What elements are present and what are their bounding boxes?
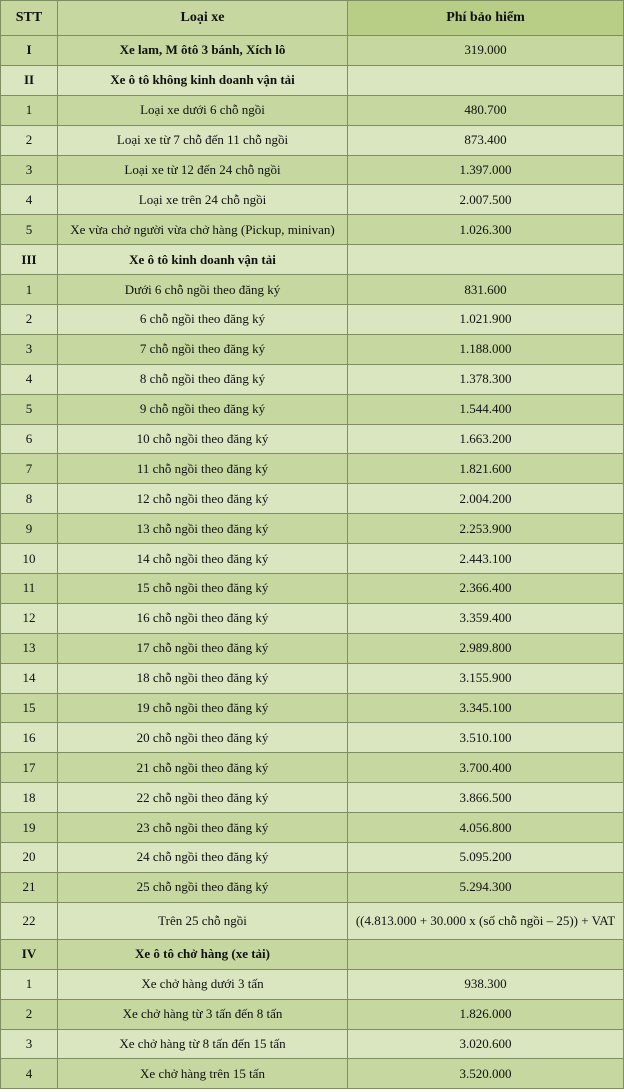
cell-insurance-fee: 1.397.000 bbox=[348, 155, 624, 185]
cell-vehicle-type: Xe chở hàng trên 15 tấn bbox=[58, 1059, 348, 1089]
table-row bbox=[1, 633, 624, 663]
cell-vehicle-type: 23 chỗ ngồi theo đăng ký bbox=[58, 813, 348, 843]
cell-stt: 21 bbox=[1, 872, 58, 902]
cell-vehicle-type: Xe ô tô chở hàng (xe tải) bbox=[58, 939, 348, 969]
cell-stt: 4 bbox=[1, 364, 58, 394]
cell-vehicle-type: 22 chỗ ngồi theo đăng ký bbox=[58, 783, 348, 813]
cell-stt: 13 bbox=[1, 633, 58, 663]
cell-insurance-fee: 3.359.400 bbox=[348, 603, 624, 633]
cell-stt: 10 bbox=[1, 544, 58, 574]
cell-insurance-fee: 1.544.400 bbox=[348, 394, 624, 424]
cell-vehicle-type: Xe chở hàng từ 8 tấn đến 15 tấn bbox=[58, 1029, 348, 1059]
table-row bbox=[1, 783, 624, 813]
cell-stt: 2 bbox=[1, 305, 58, 335]
cell-vehicle-type: Dưới 6 chỗ ngồi theo đăng ký bbox=[58, 275, 348, 305]
cell-vehicle-type: Xe ô tô không kinh doanh vận tải bbox=[58, 65, 348, 95]
cell-insurance-fee: 831.600 bbox=[348, 275, 624, 305]
cell-insurance-fee: 4.056.800 bbox=[348, 813, 624, 843]
table-row bbox=[1, 95, 624, 125]
cell-stt: 1 bbox=[1, 275, 58, 305]
header-row bbox=[1, 1, 624, 36]
cell-insurance-fee: 5.294.300 bbox=[348, 872, 624, 902]
cell-vehicle-type: Xe lam, M ôtô 3 bánh, Xích lô bbox=[58, 36, 348, 66]
cell-vehicle-type: 24 chỗ ngồi theo đăng ký bbox=[58, 843, 348, 873]
table-row bbox=[1, 1059, 624, 1089]
cell-insurance-fee: 5.095.200 bbox=[348, 843, 624, 873]
cell-insurance-fee: 873.400 bbox=[348, 125, 624, 155]
cell-insurance-fee: 480.700 bbox=[348, 95, 624, 125]
cell-insurance-fee: 1.378.300 bbox=[348, 364, 624, 394]
table-row bbox=[1, 364, 624, 394]
table-row bbox=[1, 723, 624, 753]
cell-stt: I bbox=[1, 36, 58, 66]
cell-stt: 4 bbox=[1, 185, 58, 215]
section-row bbox=[1, 65, 624, 95]
cell-insurance-fee: 1.821.600 bbox=[348, 454, 624, 484]
cell-vehicle-type: Xe chở hàng dưới 3 tấn bbox=[58, 969, 348, 999]
section-row bbox=[1, 245, 624, 275]
table-row bbox=[1, 872, 624, 902]
table-row bbox=[1, 603, 624, 633]
cell-stt: 1 bbox=[1, 95, 58, 125]
cell-stt: 11 bbox=[1, 574, 58, 604]
table-header bbox=[1, 1, 624, 36]
cell-vehicle-type: 10 chỗ ngồi theo đăng ký bbox=[58, 424, 348, 454]
cell-stt: 6 bbox=[1, 424, 58, 454]
cell-vehicle-type: 9 chỗ ngồi theo đăng ký bbox=[58, 394, 348, 424]
cell-insurance-fee: 2.989.800 bbox=[348, 633, 624, 663]
cell-vehicle-type: Loại xe trên 24 chỗ ngồi bbox=[58, 185, 348, 215]
cell-vehicle-type: 17 chỗ ngồi theo đăng ký bbox=[58, 633, 348, 663]
cell-stt: 7 bbox=[1, 454, 58, 484]
cell-vehicle-type: 19 chỗ ngồi theo đăng ký bbox=[58, 693, 348, 723]
cell-vehicle-type: 13 chỗ ngồi theo đăng ký bbox=[58, 514, 348, 544]
cell-insurance-fee: 3.020.600 bbox=[348, 1029, 624, 1059]
table-row bbox=[1, 125, 624, 155]
table-row bbox=[1, 1029, 624, 1059]
table-body bbox=[1, 36, 624, 1089]
cell-insurance-fee bbox=[348, 245, 624, 275]
cell-stt: 2 bbox=[1, 125, 58, 155]
cell-insurance-fee: 3.155.900 bbox=[348, 663, 624, 693]
cell-stt: 16 bbox=[1, 723, 58, 753]
cell-vehicle-type: Trên 25 chỗ ngồi bbox=[58, 902, 348, 939]
cell-vehicle-type: Loại xe từ 7 chỗ đến 11 chỗ ngồi bbox=[58, 125, 348, 155]
cell-vehicle-type: 14 chỗ ngồi theo đăng ký bbox=[58, 544, 348, 574]
cell-vehicle-type: 8 chỗ ngồi theo đăng ký bbox=[58, 364, 348, 394]
cell-vehicle-type: Xe vừa chở người vừa chở hàng (Pickup, minivan) bbox=[58, 215, 348, 245]
table-row bbox=[1, 155, 624, 185]
cell-insurance-fee: 3.700.400 bbox=[348, 753, 624, 783]
cell-insurance-fee: 3.866.500 bbox=[348, 783, 624, 813]
cell-vehicle-type: 11 chỗ ngồi theo đăng ký bbox=[58, 454, 348, 484]
cell-insurance-fee: 3.520.000 bbox=[348, 1059, 624, 1089]
table-row bbox=[1, 843, 624, 873]
cell-insurance-fee: 319.000 bbox=[348, 36, 624, 66]
cell-stt: 3 bbox=[1, 1029, 58, 1059]
cell-insurance-fee: 2.007.500 bbox=[348, 185, 624, 215]
cell-stt: 5 bbox=[1, 394, 58, 424]
cell-stt: 2 bbox=[1, 999, 58, 1029]
cell-insurance-fee: 2.253.900 bbox=[348, 514, 624, 544]
cell-vehicle-type: 15 chỗ ngồi theo đăng ký bbox=[58, 574, 348, 604]
cell-vehicle-type: Loại xe dưới 6 chỗ ngồi bbox=[58, 95, 348, 125]
cell-stt: III bbox=[1, 245, 58, 275]
table-row bbox=[1, 813, 624, 843]
cell-insurance-fee: 938.300 bbox=[348, 969, 624, 999]
cell-stt: 15 bbox=[1, 693, 58, 723]
cell-stt: 5 bbox=[1, 215, 58, 245]
cell-vehicle-type: 7 chỗ ngồi theo đăng ký bbox=[58, 334, 348, 364]
table-row bbox=[1, 275, 624, 305]
cell-stt: 18 bbox=[1, 783, 58, 813]
cell-vehicle-type: 18 chỗ ngồi theo đăng ký bbox=[58, 663, 348, 693]
table-row bbox=[1, 693, 624, 723]
cell-stt: 3 bbox=[1, 334, 58, 364]
section-row bbox=[1, 36, 624, 66]
cell-insurance-fee bbox=[348, 65, 624, 95]
cell-vehicle-type: Xe chở hàng từ 3 tấn đến 8 tấn bbox=[58, 999, 348, 1029]
cell-insurance-fee: 1.021.900 bbox=[348, 305, 624, 335]
table-row bbox=[1, 514, 624, 544]
header-vehicle-type: Loại xe bbox=[58, 1, 348, 36]
table-row bbox=[1, 394, 624, 424]
table-row bbox=[1, 484, 624, 514]
cell-stt: 17 bbox=[1, 753, 58, 783]
cell-insurance-fee: 1.826.000 bbox=[348, 999, 624, 1029]
cell-insurance-fee: 2.443.100 bbox=[348, 544, 624, 574]
cell-stt: II bbox=[1, 65, 58, 95]
cell-insurance-fee: 1.663.200 bbox=[348, 424, 624, 454]
table-row bbox=[1, 424, 624, 454]
cell-vehicle-type: 16 chỗ ngồi theo đăng ký bbox=[58, 603, 348, 633]
table-row bbox=[1, 544, 624, 574]
cell-vehicle-type: 20 chỗ ngồi theo đăng ký bbox=[58, 723, 348, 753]
table-row bbox=[1, 454, 624, 484]
cell-stt: 20 bbox=[1, 843, 58, 873]
cell-stt: IV bbox=[1, 939, 58, 969]
cell-insurance-fee: 3.510.100 bbox=[348, 723, 624, 753]
cell-vehicle-type: Xe ô tô kinh doanh vận tải bbox=[58, 245, 348, 275]
table-row bbox=[1, 215, 624, 245]
table-row bbox=[1, 663, 624, 693]
cell-insurance-fee: ((4.813.000 + 30.000 x (số chỗ ngồi – 25)) + VAT bbox=[348, 902, 624, 939]
cell-stt: 4 bbox=[1, 1059, 58, 1089]
header-stt: STT bbox=[1, 1, 58, 36]
cell-stt: 14 bbox=[1, 663, 58, 693]
cell-vehicle-type: 25 chỗ ngồi theo đăng ký bbox=[58, 872, 348, 902]
table-row bbox=[1, 574, 624, 604]
cell-insurance-fee: 3.345.100 bbox=[348, 693, 624, 723]
cell-insurance-fee: 2.004.200 bbox=[348, 484, 624, 514]
cell-stt: 22 bbox=[1, 902, 58, 939]
cell-vehicle-type: Loại xe từ 12 đến 24 chỗ ngồi bbox=[58, 155, 348, 185]
cell-stt: 8 bbox=[1, 484, 58, 514]
cell-vehicle-type: 6 chỗ ngồi theo đăng ký bbox=[58, 305, 348, 335]
table-row bbox=[1, 999, 624, 1029]
cell-stt: 9 bbox=[1, 514, 58, 544]
table-row bbox=[1, 753, 624, 783]
cell-vehicle-type: 21 chỗ ngồi theo đăng ký bbox=[58, 753, 348, 783]
table-row bbox=[1, 305, 624, 335]
cell-insurance-fee: 2.366.400 bbox=[348, 574, 624, 604]
cell-vehicle-type: 12 chỗ ngồi theo đăng ký bbox=[58, 484, 348, 514]
table-row bbox=[1, 969, 624, 999]
section-row bbox=[1, 939, 624, 969]
cell-stt: 3 bbox=[1, 155, 58, 185]
table-row bbox=[1, 334, 624, 364]
table-row bbox=[1, 185, 624, 215]
cell-stt: 12 bbox=[1, 603, 58, 633]
table-row bbox=[1, 902, 624, 939]
cell-insurance-fee bbox=[348, 939, 624, 969]
header-insurance-fee: Phí bảo hiểm bbox=[348, 1, 624, 36]
cell-stt: 19 bbox=[1, 813, 58, 843]
cell-insurance-fee: 1.026.300 bbox=[348, 215, 624, 245]
cell-stt: 1 bbox=[1, 969, 58, 999]
cell-insurance-fee: 1.188.000 bbox=[348, 334, 624, 364]
